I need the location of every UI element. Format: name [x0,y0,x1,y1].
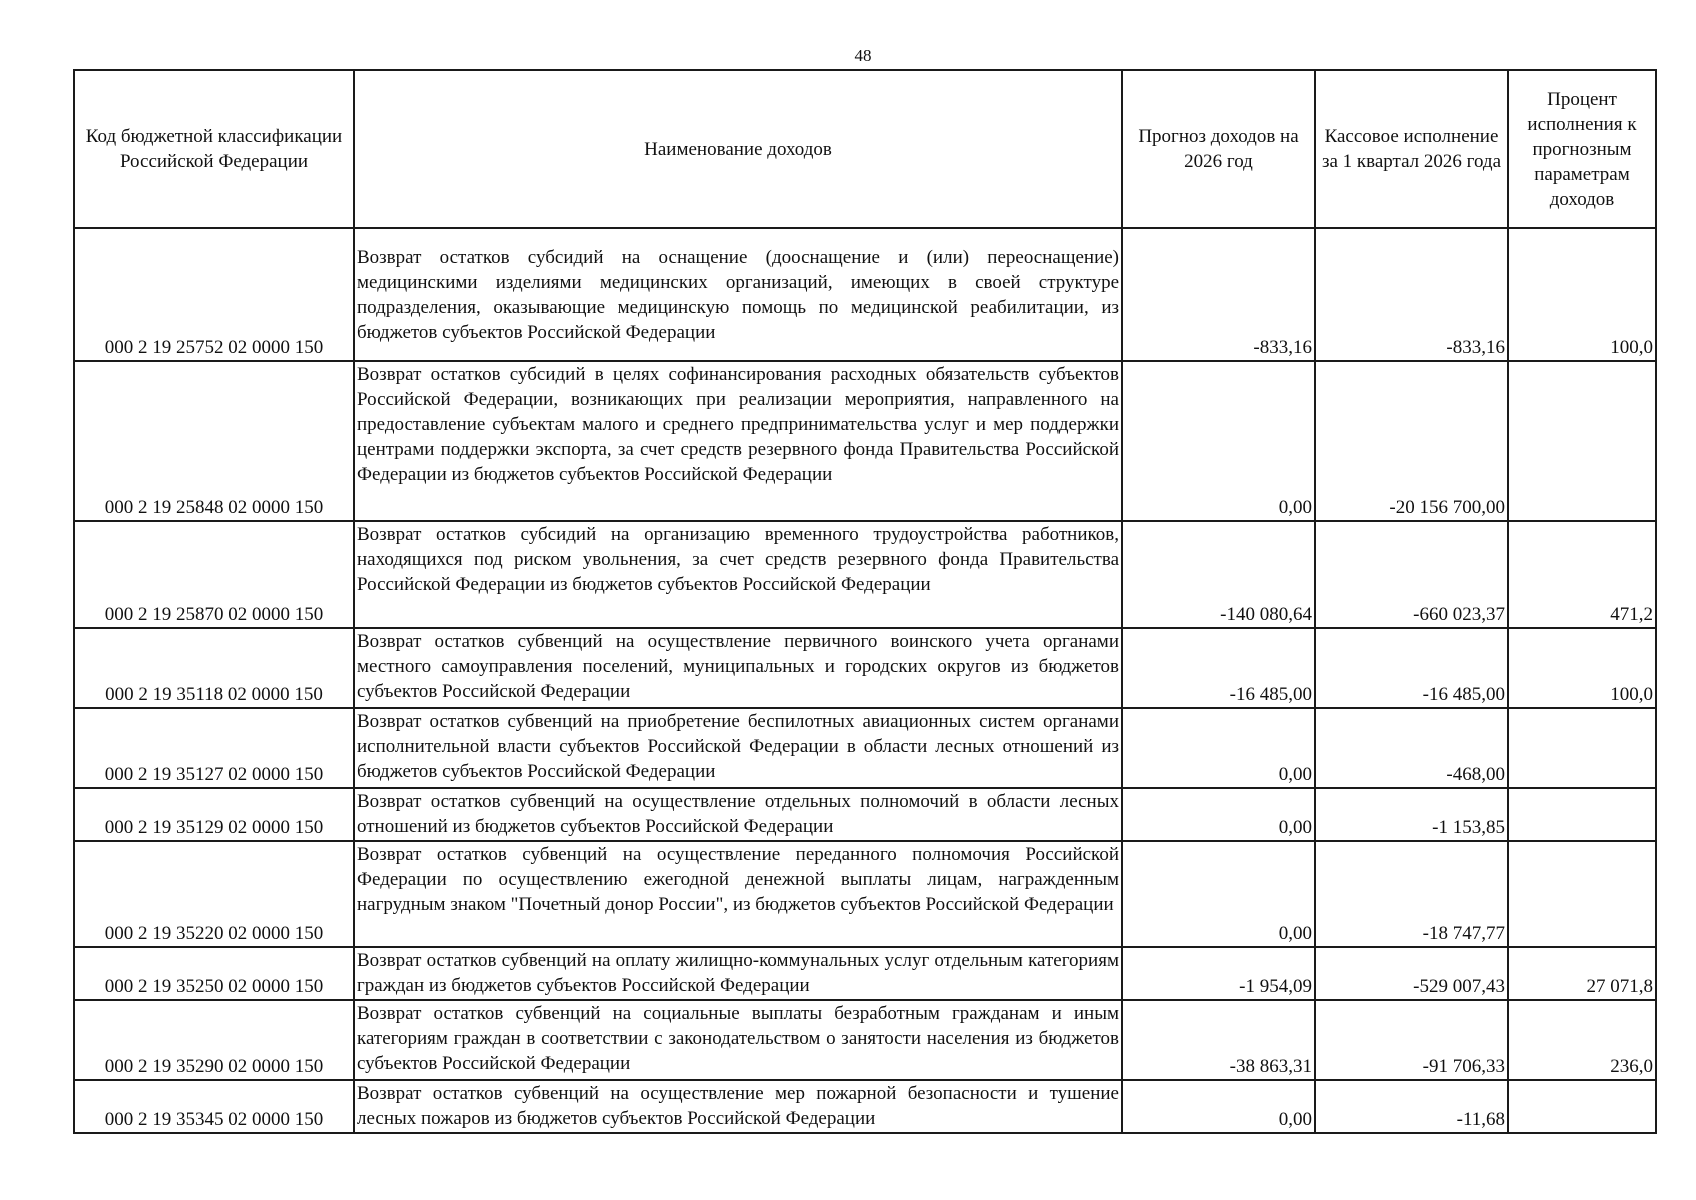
cell-name: Возврат остатков субвенций на приобретение беспилотных авиационных систем органами исполнительной власти субъектов Российской Федерации в области лесных отношений из бюджетов субъектов Российской Федерации [354,708,1122,788]
table-row [74,841,1656,947]
cell-forecast: -833,16 [1122,228,1315,361]
cell-forecast: 0,00 [1122,788,1315,841]
cell-forecast: -140 080,64 [1122,521,1315,628]
table-row [74,1080,1656,1133]
cell-cash: -11,68 [1315,1080,1508,1133]
header-percent: Процент исполнения к прогнозным параметрам доходов [1508,70,1656,228]
cell-code: 000 2 19 25870 02 0000 150 [74,521,354,628]
table-row [74,521,1656,628]
cell-percent: 471,2 [1508,521,1656,628]
cell-name: Возврат остатков субсидий в целях софинансирования расходных обязательств субъектов Российской Федерации, возникающих при реализации мероприятия, направленного на предоставление субъектам малого и среднего предпринимательства услуг и мер поддержки центрами поддержки экспорта, за счет средств резервного фонда Правительства Российской Федерации из бюджетов субъектов Российской Федерации [354,361,1122,521]
cell-percent: 27 071,8 [1508,947,1656,1000]
cell-percent [1508,841,1656,947]
table-row [74,361,1656,521]
cell-name: Возврат остатков субсидий на организацию временного трудоустройства работников, находящихся под риском увольнения, за счет средств резервного фонда Правительства Российской Федерации из бюджетов субъектов Российской Федерации [354,521,1122,628]
cell-code: 000 2 19 35118 02 0000 150 [74,628,354,708]
table-row [74,228,1656,361]
table-header [74,70,1656,228]
cell-percent [1508,788,1656,841]
cell-name: Возврат остатков субвенций на осуществление переданного полномочия Российской Федерации по осуществлению ежегодной денежной выплаты лицам, награжденным нагрудным знаком "Почетный донор России", из бюджетов субъектов Российской Федерации [354,841,1122,947]
cell-name: Возврат остатков субвенций на социальные выплаты безработным гражданам и иным категориям граждан в соответствии с законодательством о занятости населения из бюджетов субъектов Российской Федерации [354,1000,1122,1080]
cell-name: Возврат остатков субвенций на оплату жилищно-коммунальных услуг отдельным категориям граждан из бюджетов субъектов Российской Федерации [354,947,1122,1000]
table-body [74,228,1656,1133]
cell-percent: 236,0 [1508,1000,1656,1080]
cell-code: 000 2 19 35220 02 0000 150 [74,841,354,947]
cell-code: 000 2 19 35250 02 0000 150 [74,947,354,1000]
cell-name: Возврат остатков субвенций на осуществление первичного воинского учета органами местного самоуправления поселений, муниципальных и городских округов из бюджетов субъектов Российской Федерации [354,628,1122,708]
header-cash: Кассовое исполнение за 1 квартал 2026 года [1315,70,1508,228]
cell-forecast: -16 485,00 [1122,628,1315,708]
cell-forecast: 0,00 [1122,841,1315,947]
cell-cash: -468,00 [1315,708,1508,788]
cell-percent: 100,0 [1508,628,1656,708]
cell-percent [1508,361,1656,521]
page-number: 48 [854,46,872,65]
header-code: Код бюджетной классификации Российской Федерации [74,70,354,228]
table-row [74,947,1656,1000]
cell-code: 000 2 19 25848 02 0000 150 [74,361,354,521]
cell-percent: 100,0 [1508,228,1656,361]
cell-forecast: -1 954,09 [1122,947,1315,1000]
table-row [74,1000,1656,1080]
cell-cash: -16 485,00 [1315,628,1508,708]
cell-percent [1508,1080,1656,1133]
cell-cash: -91 706,33 [1315,1000,1508,1080]
cell-name: Возврат остатков субсидий на оснащение (дооснащение и (или) переоснащение) медицинскими изделиями медицинских организаций, имеющих в своей структуре подразделения, оказывающие медицинскую помощь по медицинской реабилитации, из бюджетов субъектов Российской Федерации [354,228,1122,361]
cell-cash: -18 747,77 [1315,841,1508,947]
cell-cash: -20 156 700,00 [1315,361,1508,521]
cell-code: 000 2 19 35127 02 0000 150 [74,708,354,788]
cell-code: 000 2 19 35290 02 0000 150 [74,1000,354,1080]
cell-name: Возврат остатков субвенций на осуществление отдельных полномочий в области лесных отношений из бюджетов субъектов Российской Федерации [354,788,1122,841]
table-row [74,708,1656,788]
cell-cash: -1 153,85 [1315,788,1508,841]
table-row [74,788,1656,841]
cell-cash: -660 023,37 [1315,521,1508,628]
header-row [74,70,1656,228]
cell-forecast: 0,00 [1122,361,1315,521]
cell-name: Возврат остатков субвенций на осуществление мер пожарной безопасности и тушение лесных пожаров из бюджетов субъектов Российской Федерации [354,1080,1122,1133]
cell-cash: -833,16 [1315,228,1508,361]
cell-code: 000 2 19 25752 02 0000 150 [74,228,354,361]
cell-cash: -529 007,43 [1315,947,1508,1000]
header-forecast: Прогноз доходов на 2026 год [1122,70,1315,228]
table-row [74,628,1656,708]
cell-forecast: 0,00 [1122,1080,1315,1133]
revenue-table [73,69,1657,1134]
cell-code: 000 2 19 35129 02 0000 150 [74,788,354,841]
cell-forecast: -38 863,31 [1122,1000,1315,1080]
cell-forecast: 0,00 [1122,708,1315,788]
cell-code: 000 2 19 35345 02 0000 150 [74,1080,354,1133]
header-name: Наименование доходов [354,70,1122,228]
cell-percent [1508,708,1656,788]
